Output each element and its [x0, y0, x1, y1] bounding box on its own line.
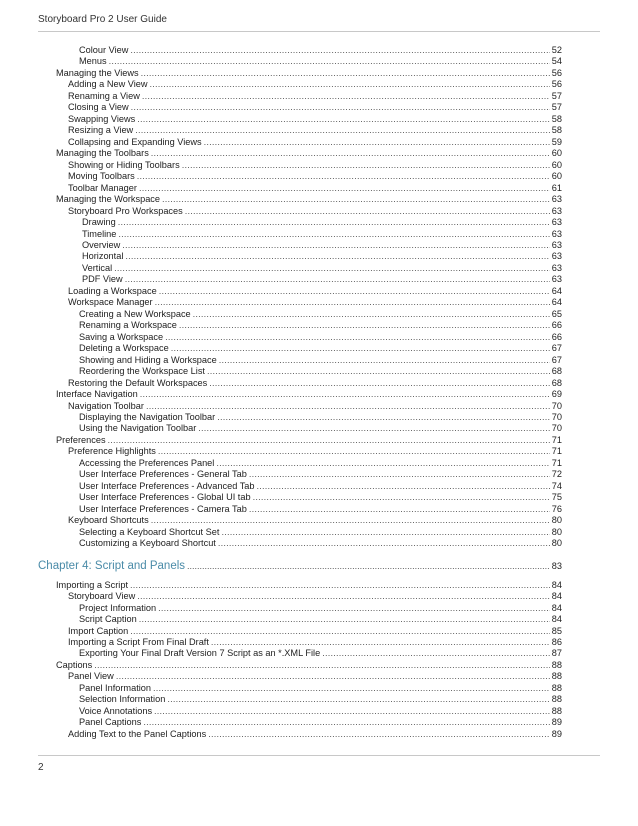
toc-entry-page: 70	[551, 423, 562, 434]
dot-leader	[216, 458, 549, 469]
dot-leader	[146, 401, 550, 412]
toc-entry[interactable]	[38, 251, 562, 262]
toc-entry[interactable]	[38, 683, 562, 694]
toc-entry[interactable]	[38, 102, 562, 113]
toc-entry-page: 88	[551, 659, 562, 670]
dot-leader	[114, 263, 550, 274]
toc-entry-page: 59	[551, 136, 562, 147]
toc-entry[interactable]	[38, 423, 562, 434]
toc-entry[interactable]	[38, 515, 562, 526]
toc-entry-title: Vertical	[82, 262, 113, 273]
toc-entry-title: PDF View	[82, 274, 123, 285]
toc-entry-page: 60	[551, 148, 562, 159]
table-of-contents	[38, 45, 562, 740]
dot-leader	[139, 183, 550, 194]
toc-entry-page: 71	[551, 446, 562, 457]
toc-entry-page: 80	[551, 515, 562, 526]
toc-entry-page: 69	[551, 389, 562, 400]
dot-leader	[253, 492, 550, 503]
toc-entry[interactable]	[38, 263, 562, 274]
toc-entry[interactable]	[38, 183, 562, 194]
toc-entry-title: Drawing	[82, 217, 116, 228]
dot-leader	[122, 240, 549, 251]
toc-entry-page: 67	[551, 343, 562, 354]
dot-leader	[153, 683, 550, 694]
dot-leader	[208, 729, 550, 740]
dot-leader	[158, 446, 550, 457]
toc-entry-page: 63	[551, 251, 562, 262]
toc-entry-title: Moving Toolbars	[68, 171, 135, 182]
toc-entry[interactable]	[38, 603, 562, 614]
toc-entry-page: 89	[551, 728, 562, 739]
toc-entry[interactable]	[38, 435, 562, 446]
toc-entry-title: Deleting a Workspace	[79, 343, 169, 354]
toc-entry-page: 88	[551, 671, 562, 682]
toc-entry-title: Script Caption	[79, 614, 137, 625]
toc-entry-page: 89	[551, 717, 562, 728]
toc-entry-title: Toolbar Manager	[68, 182, 137, 193]
toc-entry-title: Storyboard Pro Workspaces	[68, 205, 183, 216]
toc-entry-title: Exporting Your Final Draft Version 7 Script as an *.XML File	[79, 648, 321, 659]
dot-leader	[257, 481, 550, 492]
toc-entry-title: Managing the Workspace	[56, 194, 161, 205]
toc-entry[interactable]	[38, 343, 562, 354]
chapter-title: Chapter 4: Script and Panels	[38, 559, 186, 572]
dot-leader	[165, 332, 550, 343]
chapter-heading[interactable]	[38, 559, 562, 573]
toc-entry[interactable]	[38, 671, 562, 682]
toc-entry-title: User Interface Preferences - Global UI tab	[79, 492, 251, 503]
toc-entry-title: Selection Information	[79, 694, 166, 705]
toc-entry[interactable]	[38, 286, 562, 297]
toc-entry[interactable]	[38, 320, 562, 331]
toc-entry[interactable]	[38, 538, 562, 549]
toc-entry-title: Menus	[79, 56, 107, 67]
dot-leader	[139, 614, 550, 625]
dot-leader	[131, 102, 550, 113]
dot-leader	[198, 423, 549, 434]
toc-entry[interactable]	[38, 626, 562, 637]
toc-entry-page: 86	[551, 636, 562, 647]
toc-entry[interactable]	[38, 79, 562, 90]
toc-entry-title: Swapping Views	[68, 113, 136, 124]
toc-entry[interactable]	[38, 389, 562, 400]
dot-leader	[167, 694, 549, 705]
dot-leader	[137, 114, 550, 125]
dot-leader	[219, 355, 550, 366]
dot-leader	[187, 559, 550, 573]
toc-entry[interactable]	[38, 660, 562, 671]
toc-entry-page: 75	[551, 492, 562, 503]
toc-entry-page: 63	[551, 205, 562, 216]
toc-entry-title: Panel Captions	[79, 717, 142, 728]
toc-entry-title: Preferences	[56, 434, 106, 445]
toc-entry-title: Adding Text to the Panel Captions	[68, 728, 207, 739]
toc-entry-title: Preference Highlights	[68, 446, 156, 457]
dot-leader	[207, 366, 550, 377]
toc-entry[interactable]	[38, 527, 562, 538]
toc-entry[interactable]	[38, 614, 562, 625]
toc-entry[interactable]	[38, 706, 562, 717]
dot-leader	[151, 515, 550, 526]
dot-leader	[108, 435, 550, 446]
toc-entry-title: Loading a Workspace	[68, 285, 157, 296]
header-divider	[38, 31, 600, 32]
dot-leader	[151, 148, 550, 159]
dot-leader	[109, 56, 550, 67]
toc-entry-page: 63	[551, 239, 562, 250]
toc-entry-page: 56	[551, 67, 562, 78]
toc-entry[interactable]	[38, 56, 562, 67]
toc-entry-title: Accessing the Preferences Panel	[79, 457, 215, 468]
toc-entry[interactable]	[38, 217, 562, 228]
toc-entry-title: Navigation Toolbar	[68, 400, 144, 411]
toc-entry-title: Resizing a View	[68, 125, 134, 136]
dot-leader	[142, 91, 550, 102]
dot-leader	[150, 79, 550, 90]
dot-leader	[218, 538, 550, 549]
toc-entry-page: 80	[551, 526, 562, 537]
dot-leader	[125, 251, 549, 262]
toc-entry-page: 74	[551, 480, 562, 491]
toc-entry-title: Importing a Script From Final Draft	[68, 636, 209, 647]
toc-entry-title: Keyboard Shortcuts	[68, 515, 149, 526]
dot-leader	[135, 125, 550, 136]
toc-entry[interactable]	[38, 504, 562, 515]
toc-entry-page: 68	[551, 377, 562, 388]
dot-leader	[211, 637, 550, 648]
toc-entry[interactable]	[38, 229, 562, 240]
toc-entry-title: Collapsing and Expanding Views	[68, 136, 202, 147]
toc-entry[interactable]	[38, 469, 562, 480]
toc-entry-title: Closing a View	[68, 102, 129, 113]
toc-entry-page: 76	[551, 503, 562, 514]
toc-entry[interactable]	[38, 297, 562, 308]
toc-entry-page: 64	[551, 285, 562, 296]
toc-entry-page: 58	[551, 125, 562, 136]
toc-entry-title: Captions	[56, 659, 93, 670]
toc-entry[interactable]	[38, 114, 562, 125]
toc-entry-title: Overview	[82, 239, 121, 250]
toc-entry-page: 70	[551, 412, 562, 422]
footer-divider	[38, 755, 600, 756]
dot-leader	[154, 706, 550, 717]
toc-entry[interactable]	[38, 91, 562, 102]
toc-entry[interactable]	[38, 45, 562, 56]
toc-entry[interactable]	[38, 637, 562, 648]
toc-entry-page: 63	[551, 274, 562, 285]
toc-entry[interactable]	[38, 194, 562, 205]
toc-entry-title: Reordering the Workspace List	[79, 366, 205, 377]
dot-leader	[249, 504, 550, 515]
dot-leader	[125, 274, 550, 285]
toc-entry-page: 58	[551, 113, 562, 124]
toc-entry-title: Panel Information	[79, 682, 152, 693]
toc-entry-page: 66	[551, 331, 562, 342]
toc-entry-title: Managing the Toolbars	[56, 148, 149, 159]
toc-entry-title: Colour View	[79, 45, 129, 55]
dot-leader	[249, 469, 550, 480]
toc-entry-page: 63	[551, 217, 562, 228]
toc-section-top	[38, 45, 562, 550]
dot-leader	[158, 603, 550, 614]
toc-entry-page: 85	[551, 625, 562, 636]
toc-entry-page: 57	[551, 102, 562, 113]
toc-entry-page: 88	[551, 694, 562, 705]
dot-leader	[130, 45, 549, 56]
toc-entry[interactable]	[38, 240, 562, 251]
toc-entry-title: Project Information	[79, 602, 157, 613]
toc-entry[interactable]	[38, 729, 562, 740]
toc-entry-title: Import Caption	[68, 625, 129, 636]
toc-entry[interactable]	[38, 171, 562, 182]
toc-entry-page: 60	[551, 159, 562, 170]
toc-entry-page: 57	[551, 90, 562, 101]
toc-entry-page: 70	[551, 400, 562, 411]
toc-entry-title: User Interface Preferences - Advanced Tab	[79, 480, 255, 491]
toc-entry-title: Storyboard View	[68, 591, 136, 602]
dot-leader	[116, 671, 550, 682]
toc-entry[interactable]	[38, 160, 562, 171]
toc-entry-page: 88	[551, 705, 562, 716]
dot-leader	[162, 194, 550, 205]
dot-leader	[140, 389, 550, 400]
toc-entry[interactable]	[38, 274, 562, 285]
toc-entry-title: Panel View	[68, 671, 114, 682]
dot-leader	[118, 229, 549, 240]
toc-entry-page: 84	[551, 602, 562, 613]
toc-entry-page: 72	[551, 469, 562, 480]
dot-leader	[179, 320, 550, 331]
toc-entry[interactable]	[38, 309, 562, 320]
toc-section-bottom	[38, 580, 562, 741]
toc-entry-title: Horizontal	[82, 251, 124, 262]
toc-entry-page: 87	[551, 648, 562, 659]
toc-entry-title: Saving a Workspace	[79, 331, 164, 342]
toc-entry-title: Timeline	[82, 228, 117, 239]
toc-entry-page: 65	[551, 308, 562, 319]
toc-entry-page: 71	[551, 457, 562, 468]
toc-entry-title: Voice Annotations	[79, 705, 153, 716]
toc-entry-page: 80	[551, 538, 562, 549]
toc-entry[interactable]	[38, 401, 562, 412]
toc-entry[interactable]	[38, 458, 562, 469]
toc-entry-title: User Interface Preferences - General Tab	[79, 469, 247, 480]
toc-entry-title: Importing a Script	[56, 579, 128, 590]
toc-entry[interactable]	[38, 492, 562, 503]
toc-entry-page: 52	[551, 45, 562, 55]
toc-entry[interactable]	[38, 648, 562, 659]
dot-leader	[322, 648, 550, 659]
toc-entry-page: 61	[551, 182, 562, 193]
toc-entry-page: 67	[551, 354, 562, 365]
toc-entry-page: 88	[551, 682, 562, 693]
toc-entry[interactable]	[38, 148, 562, 159]
toc-entry-title: Showing or Hiding Toolbars	[68, 159, 180, 170]
toc-entry[interactable]	[38, 366, 562, 377]
toc-entry[interactable]	[38, 580, 562, 591]
toc-entry-page: 63	[551, 194, 562, 205]
toc-entry-page: 84	[551, 614, 562, 625]
toc-entry-page: 63	[551, 262, 562, 273]
toc-entry[interactable]	[38, 446, 562, 457]
toc-entry-page: 84	[551, 591, 562, 602]
dot-leader	[130, 580, 550, 591]
toc-entry-title: Customizing a Keyboard Shortcut	[79, 538, 216, 549]
dot-leader	[141, 68, 550, 79]
toc-entry-page: 56	[551, 79, 562, 90]
running-header: Storyboard Pro 2 User Guide	[38, 14, 167, 25]
toc-entry-page: 71	[551, 434, 562, 445]
toc-entry[interactable]	[38, 591, 562, 602]
dot-leader	[182, 160, 550, 171]
toc-entry-page: 60	[551, 171, 562, 182]
toc-entry-title: Renaming a View	[68, 90, 140, 101]
toc-entry-title: Renaming a Workspace	[79, 320, 177, 331]
toc-entry[interactable]	[38, 137, 562, 148]
dot-leader	[171, 343, 550, 354]
toc-entry-page: 84	[551, 579, 562, 590]
toc-entry-title: Using the Navigation Toolbar	[79, 423, 197, 434]
toc-entry[interactable]	[38, 125, 562, 136]
toc-entry-page: 68	[551, 366, 562, 377]
dot-leader	[143, 717, 549, 728]
toc-entry[interactable]	[38, 694, 562, 705]
dot-leader	[185, 206, 550, 217]
toc-entry-title: Workspace Manager	[68, 297, 153, 308]
toc-entry-title: Interface Navigation	[56, 389, 138, 400]
page-number: 2	[38, 762, 44, 773]
toc-entry-title: Restoring the Default Workspaces	[68, 377, 208, 388]
dot-leader	[137, 171, 550, 182]
dot-leader	[118, 217, 550, 228]
toc-entry-title: Selecting a Keyboard Shortcut Set	[79, 526, 220, 537]
dot-leader	[159, 286, 550, 297]
toc-entry-page: 66	[551, 320, 562, 331]
toc-entry[interactable]	[38, 355, 562, 366]
toc-entry[interactable]	[38, 206, 562, 217]
toc-entry-title: Displaying the Navigation Toolbar	[79, 412, 216, 422]
toc-entry[interactable]	[38, 717, 562, 728]
toc-entry-title: Managing the Views	[56, 67, 139, 78]
dot-leader	[155, 297, 550, 308]
toc-entry-page: 54	[551, 56, 562, 67]
toc-entry-title: Showing and Hiding a Workspace	[79, 354, 217, 365]
toc-entry[interactable]	[38, 412, 562, 423]
chapter-page: 83	[551, 560, 562, 571]
toc-entry[interactable]	[38, 378, 562, 389]
dot-leader	[130, 626, 550, 637]
toc-entry-title: User Interface Preferences - Camera Tab	[79, 503, 247, 514]
toc-entry-title: Adding a New View	[68, 79, 148, 90]
toc-entry[interactable]	[38, 332, 562, 343]
dot-leader	[193, 309, 550, 320]
dot-leader	[204, 137, 550, 148]
toc-entry[interactable]	[38, 481, 562, 492]
dot-leader	[137, 591, 550, 602]
toc-entry-page: 63	[551, 228, 562, 239]
dot-leader	[221, 527, 549, 538]
dot-leader	[217, 412, 550, 423]
toc-entry-page: 64	[551, 297, 562, 308]
dot-leader	[94, 660, 550, 671]
toc-entry-title: Creating a New Workspace	[79, 308, 191, 319]
toc-entry[interactable]	[38, 68, 562, 79]
dot-leader	[209, 378, 550, 389]
